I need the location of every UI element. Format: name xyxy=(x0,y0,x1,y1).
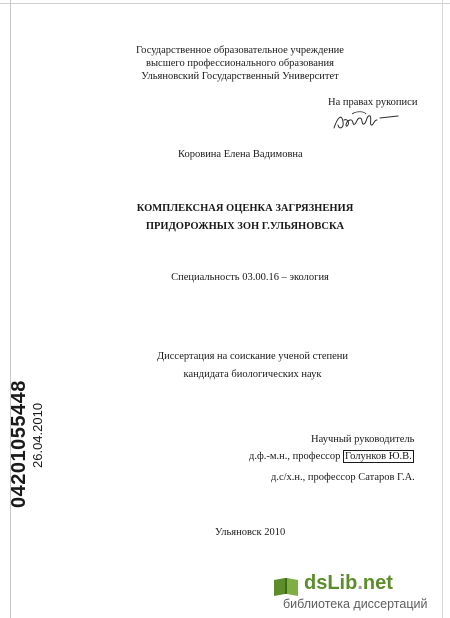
specialty: Специальность 03.00.16 – экология xyxy=(171,272,329,283)
logo-main: dsLib xyxy=(304,572,358,594)
header-line-2: высшего профессионального образования xyxy=(146,58,334,69)
author-name: Коровина Елена Вадимовна xyxy=(178,149,303,160)
supervisor-line xyxy=(249,451,414,462)
city-year: Ульяновск 2010 xyxy=(215,527,286,538)
handwritten-signature xyxy=(330,108,400,134)
stamp-number: 04201055448 xyxy=(8,380,30,508)
degree-line-1: Диссертация на соискание ученой степени xyxy=(156,351,349,362)
institution-header xyxy=(0,44,450,83)
thesis-title xyxy=(0,200,450,236)
rights-notice: На правах рукописи xyxy=(328,97,418,108)
header-line-3: Ульяновский Государственный Университет xyxy=(141,71,339,82)
supervisor-degree: д.ф.-м.н., профессор xyxy=(249,451,341,462)
consultant-line: д.с/х.н., профессор Сатаров Г.А. xyxy=(271,472,415,483)
title-line-1: КОМПЛЕКСНАЯ ОЦЕНКА ЗАГРЯЗНЕНИЯ xyxy=(136,203,354,214)
degree-statement xyxy=(0,348,450,384)
scan-edge-top xyxy=(0,3,450,4)
supervisor-name: Голунков Ю.В. xyxy=(344,451,412,462)
scan-edge-left xyxy=(10,0,11,618)
logo-dot: . xyxy=(357,572,363,594)
dslib-logo xyxy=(304,572,393,595)
header-line-1: Государственное образовательное учреждение xyxy=(136,45,344,56)
supervisor-label: Научный руководитель xyxy=(311,434,415,445)
watermark-caption: библиотека диссертаций xyxy=(283,597,428,611)
degree-line-2: кандидата биологических наук xyxy=(183,369,322,380)
title-line-2: ПРИДОРОЖНЫХ ЗОН Г.УЛЬЯНОВСКА xyxy=(145,221,345,232)
stamp-date: 26.04.2010 xyxy=(30,402,45,468)
logo-tld: net xyxy=(362,572,393,594)
scan-edge-right xyxy=(442,0,443,618)
book-logo-icon xyxy=(272,574,300,598)
library-stamp xyxy=(8,358,54,508)
dslib-watermark[interactable] xyxy=(283,572,446,616)
